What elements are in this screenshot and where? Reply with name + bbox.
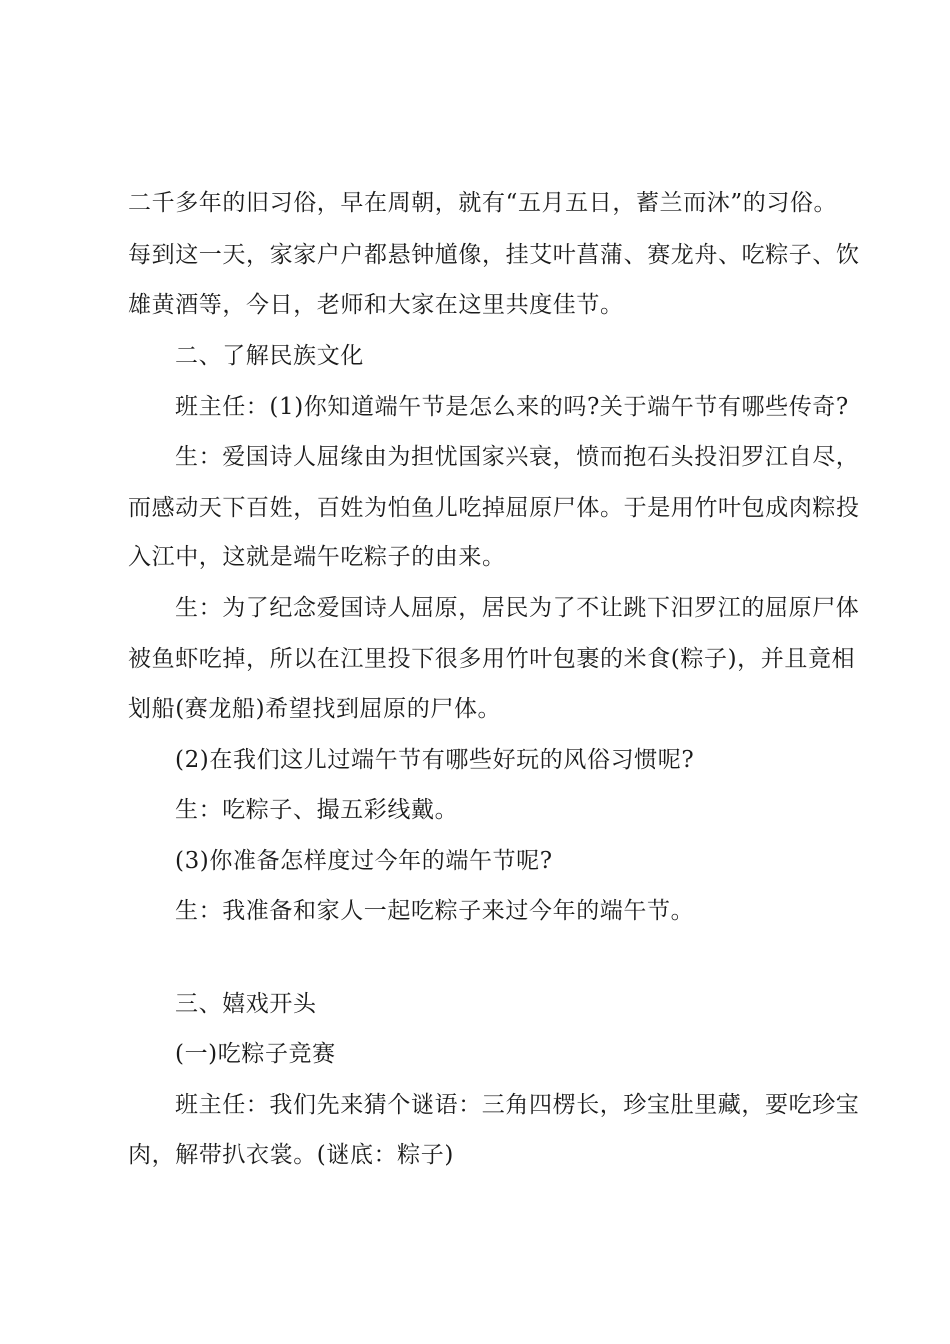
paragraph-line: 二千多年的旧习俗，早在周朝，就有“五月五日，蓄兰而沐”的习俗。 — [128, 190, 838, 216]
subsection-heading: (一)吃粽子竞赛 — [175, 1041, 336, 1067]
paragraph-line: 雄黄酒等，今日，老师和大家在这里共度佳节。 — [128, 292, 624, 318]
paragraph-line: 每到这一天，家家户户都悬钟馗像，挂艾叶菖蒲、赛龙舟、吃粽子、饮 — [128, 242, 860, 268]
paragraph-line: (3)你准备怎样度过今年的端午节呢? — [175, 848, 553, 874]
paragraph-line: 被鱼虾吃掉，所以在江里投下很多用竹叶包裹的米食(粽子)，并且竟相 — [128, 646, 856, 672]
paragraph-line: 生：为了纪念爱国诗人屈原，居民为了不让跳下汨罗江的屈原尸体 — [175, 595, 860, 621]
paragraph-line: 划船(赛龙船)希望找到屈原的尸体。 — [128, 696, 502, 722]
paragraph-line: 生：吃粽子、撮五彩线戴。 — [175, 797, 459, 823]
paragraph-line: 肉，解带扒衣裳。(谜底：粽子) — [128, 1142, 454, 1168]
paragraph-line: 而感动天下百姓，百姓为怕鱼儿吃掉屈原尸体。于是用竹叶包成肉粽投 — [128, 495, 860, 521]
section-heading: 二、了解民族文化 — [175, 343, 364, 369]
paragraph-line: 入江中，这就是端午吃粽子的由来。 — [128, 544, 506, 570]
section-heading: 三、嬉戏开头 — [175, 991, 317, 1017]
paragraph-line: 生：爱国诗人屈缘由为担忧国家兴衰，愤而抱石头投汨罗江自尽， — [175, 444, 860, 470]
paragraph-line: (2)在我们这儿过端午节有哪些好玩的风俗习惯呢? — [175, 747, 695, 773]
paragraph-line: 生：我准备和家人一起吃粽子来过今年的端午节。 — [175, 898, 695, 924]
paragraph-line: 班主任：(1)你知道端午节是怎么来的吗?关于端午节有哪些传奇? — [175, 394, 849, 420]
paragraph-line: 班主任：我们先来猜个谜语：三角四楞长，珍宝肚里藏，要吃珍宝 — [175, 1092, 860, 1118]
